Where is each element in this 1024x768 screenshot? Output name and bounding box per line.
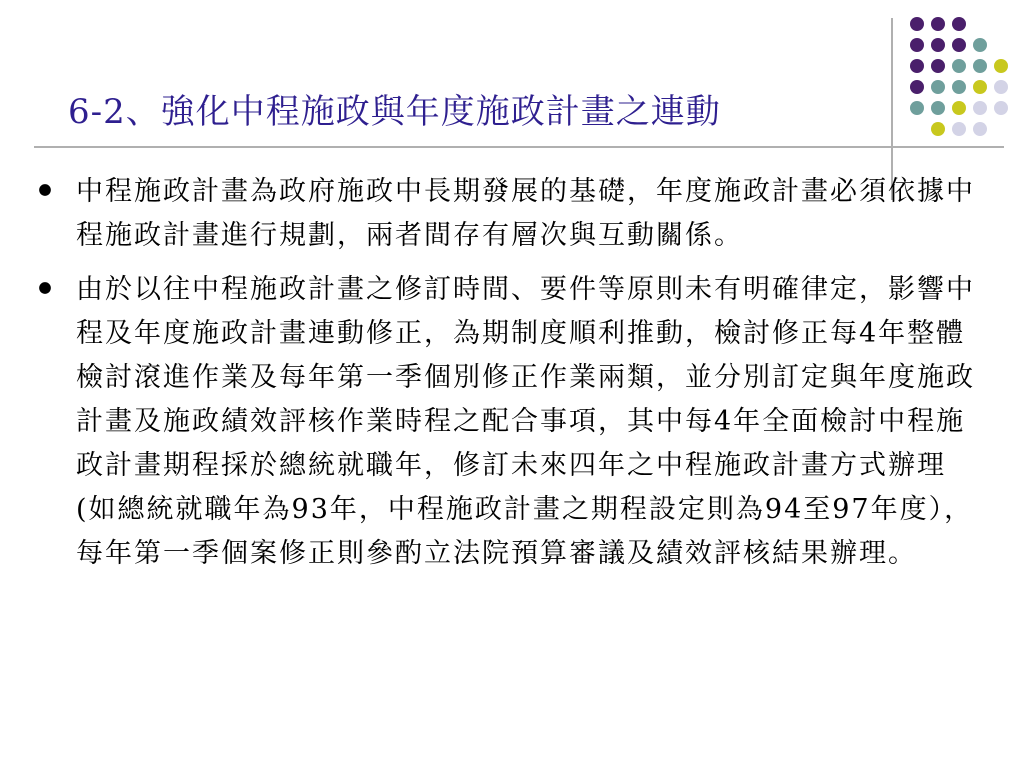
decorative-dot: [910, 38, 924, 52]
decorative-dot: [931, 101, 945, 115]
decorative-dot: [952, 17, 966, 31]
decorative-dot: [994, 101, 1008, 115]
decorative-dot: [952, 122, 966, 136]
bullet-text: 由於以往中程施政計畫之修訂時間、要件等原則未有明確律定，影響中程及年度施政計畫連動修正，為期制度順利推動，檢討修正每4年整體檢討滾進作業及每年第一季個別修正作業兩類，並分別訂定與年度施政計畫及施政績效評核作業時程之配合事項，其中每4年全面檢討中程施政計畫期程採於總統就職年，修訂未來四年之中程施政計畫方式辦理(如總統就職年為93年，中程施政計畫之期程設定則為94至97年度），每年第一季個案修正則參酌立法院預算審議及績效評核結果辦理。: [76, 274, 975, 569]
decorative-dot: [952, 80, 966, 94]
decorative-dot: [994, 59, 1008, 73]
decorative-dot: [931, 80, 945, 94]
decorative-dot: [952, 59, 966, 73]
bullet-item: [34, 268, 984, 576]
decorative-dot: [973, 122, 987, 136]
decorative-dot: [973, 38, 987, 52]
bullet-text: 中程施政計畫為政府施政中長期發展的基礎，年度施政計畫必須依據中程施政計畫進行規劃，兩者間存有層次與互動關係。: [76, 176, 975, 251]
decorative-dot: [952, 101, 966, 115]
bullet-item: [34, 170, 984, 258]
decorative-dot: [931, 59, 945, 73]
decorative-dot: [910, 101, 924, 115]
decorative-dot: [910, 59, 924, 73]
decorative-dot: [931, 17, 945, 31]
decorative-dot: [973, 80, 987, 94]
slide-title: 6-2、強化中程施政與年度施政計畫之連動: [68, 92, 721, 132]
decorative-dot: [994, 80, 1008, 94]
decorative-dot: [931, 122, 945, 136]
decorative-dot: [952, 38, 966, 52]
horizontal-divider: [34, 146, 1004, 148]
decorative-dot: [910, 80, 924, 94]
bullet-dot-icon: [39, 184, 51, 196]
bullet-list: [34, 170, 984, 586]
decorative-dot: [973, 59, 987, 73]
decorative-dot: [910, 17, 924, 31]
decorative-dot: [973, 101, 987, 115]
decorative-dot: [931, 38, 945, 52]
bullet-dot-icon: [39, 282, 51, 294]
